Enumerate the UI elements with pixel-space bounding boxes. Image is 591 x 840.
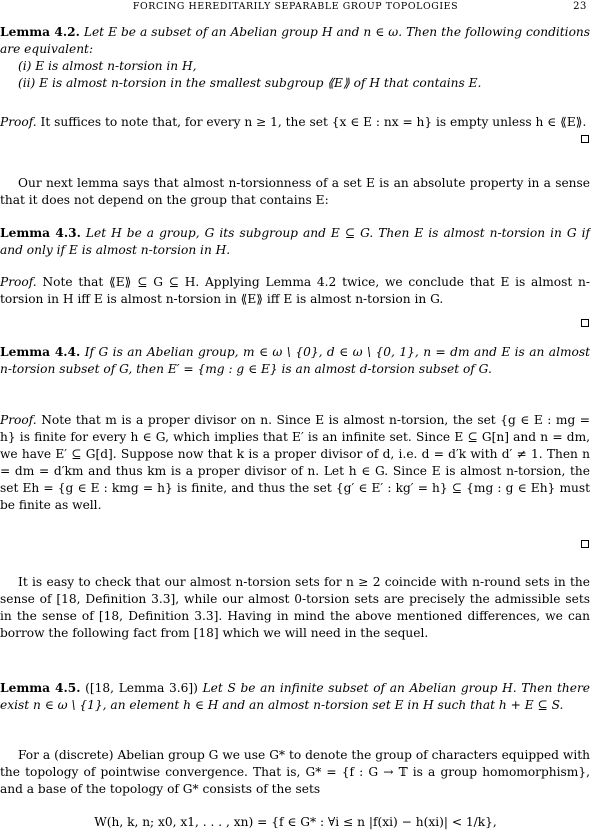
lemma-label: Lemma 4.4.: [0, 345, 81, 359]
lemma-label: Lemma 4.3.: [0, 226, 81, 240]
lemma-4-2-conditions: [0, 58, 590, 92]
paragraph-text: It is easy to check that our almost n-torsion sets for n ≥ 2 coincide with n-round sets in the sense of [18, Definition 3.3], while our almost 0-torsion sets are precisely the admissible sets in the sense of [18, Definition 3.3]. Having in mind the above mentioned differences, we can borrow the following fact from [18] which we will need in the sequel.: [0, 575, 590, 640]
display-formula: W(h, k, n; x0, x1, . . . , xn) = {f ∈ G* : ∀i ≤ n |f(xi) − h(xi)| < 1/k},: [94, 815, 497, 829]
lemma-statement: Let H be a group, G its subgroup and E ⊆ G. Then E is almost n-torsion in G if and only if E is almost n-torsion in H.: [0, 226, 591, 257]
lemma-4-2-proof: [0, 114, 590, 131]
paragraph-text: Our next lemma says that almost n-torsionness of a set E is an absolute property in a sense that it does not depend on the group that contains E:: [0, 176, 590, 207]
proof-text: Note that ⟪E⟫ ⊆ G ⊆ H. Applying Lemma 4.2 twice, we conclude that E is almost n-torsion in H iff E is almost n-torsion in ⟪E⟫ iff E is almost n-torsion in G.: [0, 275, 591, 306]
running-header: [0, 0, 591, 14]
proof-text: It suffices to note that, for every n ≥ 1, the set {x ∈ E : nx = h} is empty unless h ∈ ⟪E⟫.: [40, 115, 587, 129]
condition-item: (i) E is almost n-torsion in H,: [18, 59, 197, 73]
lemma-4-5-statement: [0, 680, 590, 714]
lemma-4-3-proof: [0, 274, 590, 308]
lemma-statement: Let S be an infinite subset of an Abelian group H. Then there exist n ∈ ω \ {1}, an element h ∈ H and an almost n-torsion set E in H such that h + E ⊆ S.: [0, 681, 590, 712]
paragraph-absolute: [0, 175, 590, 209]
proof-label: Proof.: [0, 413, 37, 427]
lemma-label: Lemma 4.2.: [0, 25, 80, 39]
lemma-label: Lemma 4.5.: [0, 681, 81, 695]
condition-item: (ii) E is almost n-torsion in the smallest subgroup ⟪E⟫ of H that contains E.: [18, 75, 482, 90]
qed-symbol: [581, 540, 589, 548]
proof-label: Proof.: [0, 275, 37, 289]
qed-symbol: [581, 319, 589, 327]
running-title: FORCING HEREDITARILY SEPARABLE GROUP TOPOLOGIES: [132, 1, 459, 12]
proof-label: Proof.: [0, 115, 37, 129]
paragraph-characters: [0, 747, 590, 798]
qed-symbol: [581, 135, 589, 143]
lemma-4-4-proof: [0, 412, 590, 513]
page-number: 23: [573, 1, 587, 12]
lemma-4-2-statement: [0, 24, 590, 58]
lemma-statement: If G is an Abelian group, m ∈ ω \ {0}, d ∈ ω \ {0, 1}, n = dm and E is an almost n-torsion subset of G, then E′ = {mg : g ∈ E} is an almost d-torsion subset of G.: [0, 345, 591, 376]
paragraph-text: For a (discrete) Abelian group G we use G* to denote the group of characters equipped with the topology of pointwise convergence. That is, G* = {f : G → 𝕋 is a group homomorphism}, and a base of the topology of G* consists of the sets: [0, 748, 590, 796]
lemma-citation: ([18, Lemma 3.6]): [85, 681, 198, 695]
lemma-statement: Let E be a subset of an Abelian group H and n ∈ ω. Then the following conditions are equivalent:: [0, 25, 591, 56]
lemma-4-4-statement: [0, 344, 590, 378]
proof-text: Note that m is a proper divisor on n. Since E is almost n-torsion, the set {g ∈ E : mg = h} is finite for every h ∈ G, which implies that E′ is an infinite set. Since E ⊆ G[n] and n = dm, we have E′ ⊆ G[d]. Suppose now that k is a proper divisor of d, i.e. d = d′k with d′ ≠ 1. Then n = dm = d′km and thus km is a proper divisor of n. Let h ∈ G. Since E is almost n-torsion, the set Eh = {g ∈ E : kmg = h} is finite, and thus the set {g′ ∈ E′ : kg′ = h} ⊆ {mg : g ∈ Eh} must be finite as well.: [0, 413, 591, 512]
lemma-4-3-statement: [0, 225, 590, 259]
paragraph-round-sets: [0, 574, 590, 642]
